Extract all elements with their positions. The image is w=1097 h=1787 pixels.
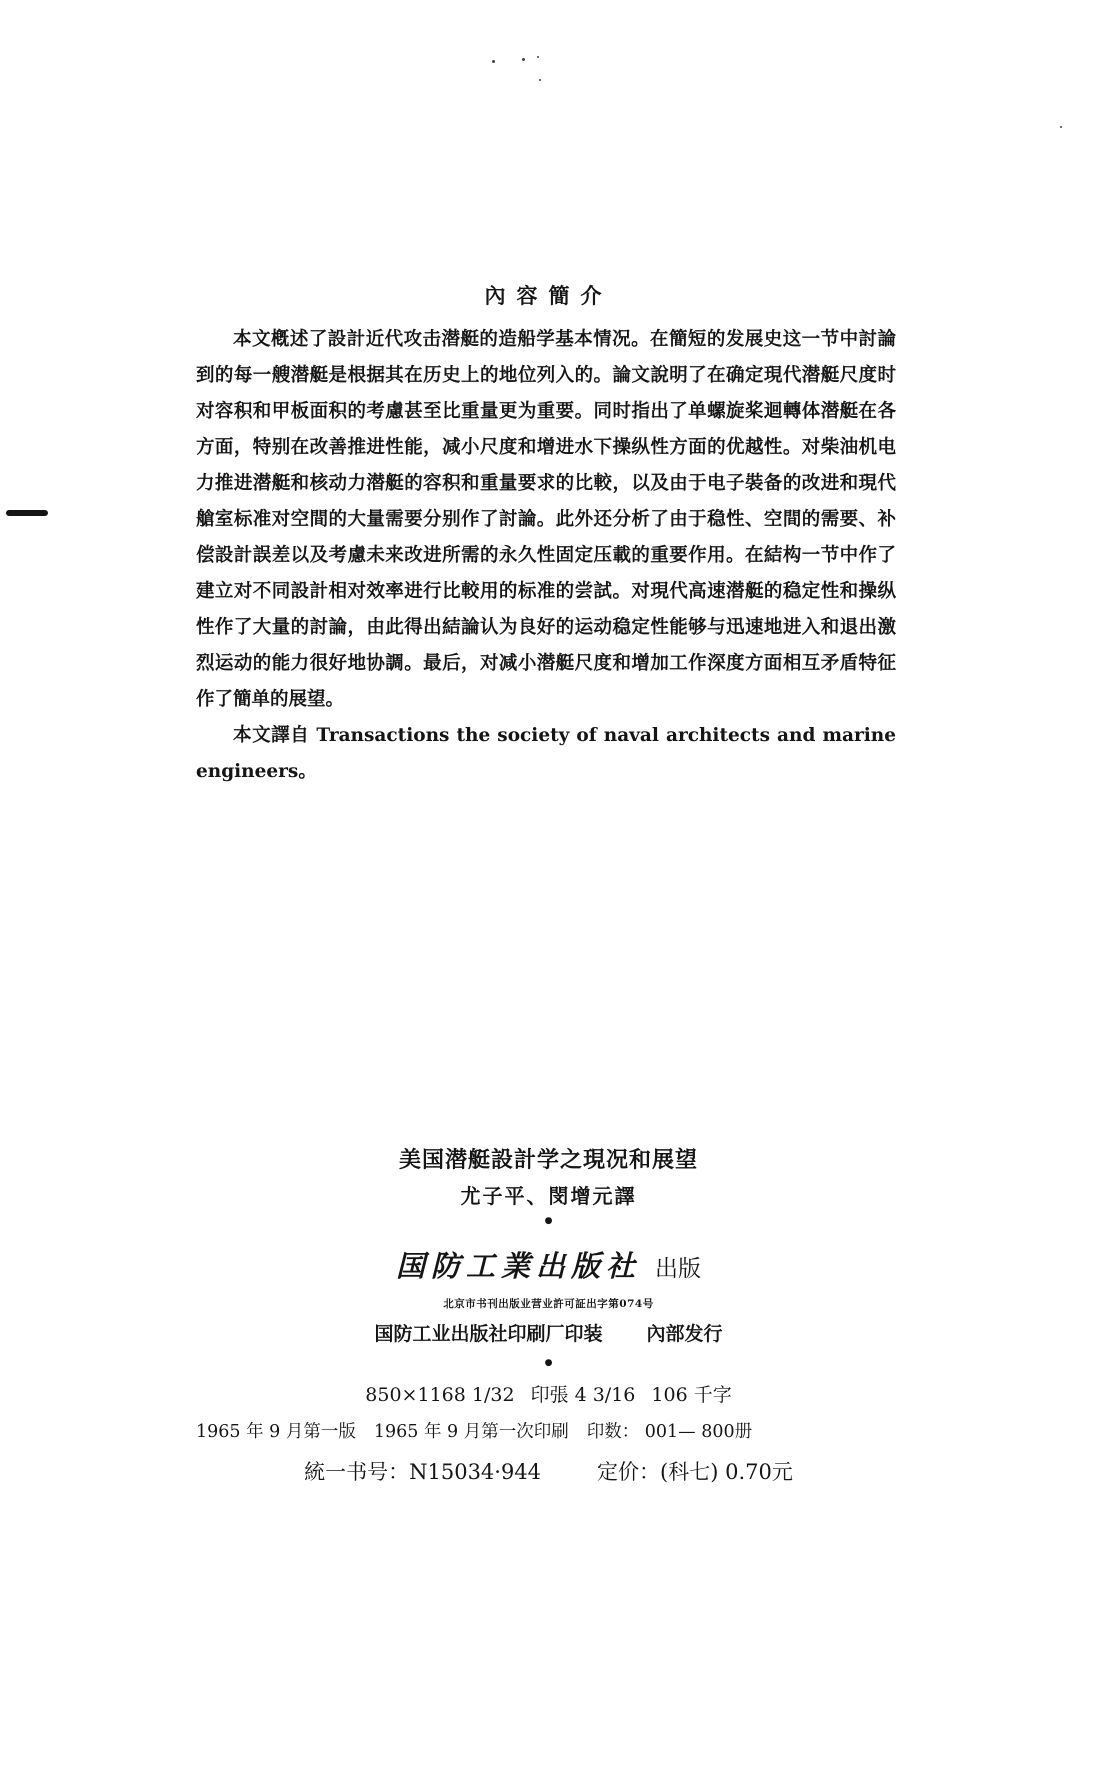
first-edition: 1965 年 9 月第一版 bbox=[196, 1422, 356, 1442]
publisher bbox=[0, 1244, 1097, 1285]
summary-text bbox=[196, 322, 896, 790]
publisher-suffix: 出版 bbox=[655, 1256, 701, 1282]
edition-line bbox=[196, 1418, 896, 1443]
distribution: 內部发行 bbox=[646, 1323, 723, 1345]
printer-line bbox=[0, 1319, 1097, 1346]
printed-sheets: 印張 4 3/16 bbox=[530, 1384, 636, 1406]
word-count: 106 千字 bbox=[651, 1384, 732, 1406]
print-run: 印数： 001— 800册 bbox=[586, 1422, 753, 1442]
summary-title: 內容簡介 bbox=[484, 283, 613, 308]
separator-dot: ● bbox=[544, 1358, 553, 1368]
book-title: 美国潜艇設計学之現况和展望 bbox=[398, 1147, 698, 1173]
translation-source-paragraph: 本文譯自 Transactions the society of naval architects and marine engineers。 bbox=[196, 725, 896, 782]
publisher-name: 国防工業出版社 bbox=[395, 1249, 641, 1283]
printer: 国防工业出版社印刷厂印装 bbox=[374, 1323, 603, 1345]
publishing-permit: 北京市书刊出版业营业許可証出字第074号 bbox=[443, 1298, 654, 1310]
book-number-line bbox=[0, 1456, 1097, 1486]
summary-paragraph: 本文槪述了設計近代攻击潜艇的造船学基本情况。在簡短的发展史这一节中討論到的每一艘潜艇是根据其在历史上的地位列入的。論文說明了在确定現代潜艇尺度时对容积和甲板面积的考慮甚至比重量更为重要。同时指出了单螺旋桨迴轉体潜艇在各方面，特别在改善推进性能，减小尺度和增进水下操纵性方面的优越性。对柴油机电力推进潜艇和核动力潜艇的容积和重量要求的比較，以及由于电子裝备的改进和現代艙室标准对空間的大量需要分别作了討論。此外还分析了由于稳性、空間的需要、补偿設計誤差以及考慮未来改进所需的永久性固定压載的重要作用。在結构一节中作了建立对不同設計相对效率进行比較用的标准的尝試。对現代高速潜艇的稳定性和操纵性作了大量的討論，由此得出結論认为良好的运动稳定性能够与迅速地进入和退出激烈运动的能力很好地协調。最后，对减小潜艇尺度和增加工作深度方面相互矛盾特征作了簡单的展望。 bbox=[196, 329, 896, 710]
translators: 尤子平、閔增元譯 bbox=[460, 1184, 637, 1208]
book-number: 統一书号：N15034·944 bbox=[304, 1460, 542, 1484]
scan-smudge bbox=[6, 510, 48, 516]
print-specs bbox=[0, 1380, 1097, 1407]
price: 定价：(科七) 0.70元 bbox=[597, 1460, 793, 1484]
first-printing: 1965 年 9 月第一次印刷 bbox=[373, 1422, 569, 1442]
separator-dot: ● bbox=[544, 1216, 553, 1226]
paper-format: 850×1168 1/32 bbox=[365, 1384, 515, 1406]
